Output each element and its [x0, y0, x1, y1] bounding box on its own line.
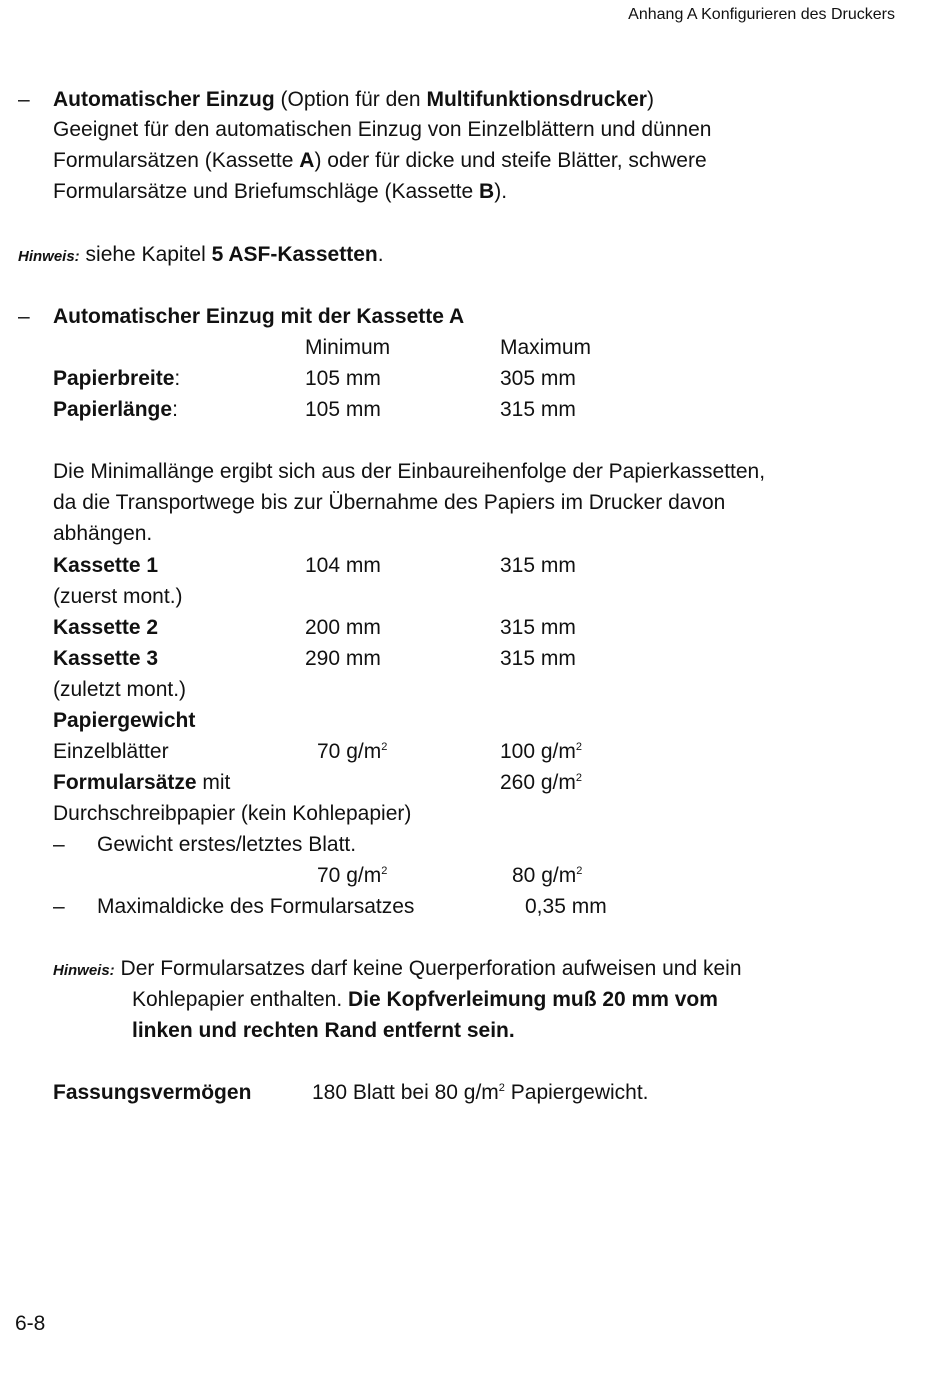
- section1-line3: [53, 181, 507, 202]
- col-max-header: Maximum: [500, 336, 592, 359]
- sub1-dash: –: [53, 833, 65, 856]
- capacity-value-b: Papiergewicht.: [504, 1081, 649, 1104]
- sub1-text: Gewicht erstes/letztes Blatt.: [97, 833, 357, 856]
- paper-width-max: 305 mm: [500, 367, 576, 390]
- paper-length-max: 315 mm: [500, 398, 576, 421]
- sub1-max-value: 80 g/m: [512, 864, 577, 887]
- section1-title-end: ): [646, 88, 654, 111]
- hint2-line3: linken und rechten Rand entfernt sein.: [132, 1019, 515, 1042]
- hint2-line2: [132, 989, 718, 1010]
- paper-weight-heading: Papiergewicht: [53, 709, 196, 732]
- paper-width-colon: :: [174, 367, 181, 390]
- sub1-max-sup: 2: [576, 865, 583, 877]
- capacity-value: [312, 1082, 649, 1103]
- capacity-value-a: 180 Blatt bei 80 g/m: [312, 1081, 499, 1104]
- section1-line3-b: B: [479, 180, 495, 203]
- running-header: Anhang A Konfigurieren des Druckers: [628, 6, 895, 23]
- paper-width-label-bold: Papierbreite: [53, 367, 175, 390]
- col-min-header: Minimum: [305, 336, 391, 359]
- paper-width-min: 105 mm: [305, 367, 381, 390]
- single-sheets-min-value: 70 g/m: [317, 740, 382, 763]
- section1-line1: Geeignet für den automatischen Einzug von Einzelblättern und dünnen: [53, 118, 712, 141]
- section1-line2: [53, 150, 707, 171]
- capacity-label: Fassungsvermögen: [53, 1081, 252, 1104]
- sub2-value: 0,35 mm: [525, 895, 607, 918]
- section1-title-bold2: Multifunktionsdrucker: [426, 88, 647, 111]
- form-sets-label-bold: Formularsätze: [53, 771, 197, 794]
- cassette1-min: 104 mm: [305, 554, 381, 577]
- hint2-label: Hinweis:: [53, 962, 115, 979]
- cassette3-min: 290 mm: [305, 647, 381, 670]
- sub1-max: [512, 865, 582, 886]
- section1-dash: –: [18, 88, 30, 111]
- hint2-line2-a: Kohlepapier enthalten.: [132, 988, 348, 1011]
- cassette3-note: (zuletzt mont.): [53, 678, 187, 701]
- section1-line3-a: Formularsätze und Briefumschläge (Kassette: [53, 180, 480, 203]
- sub2-text: Maximaldicke des Formularsatzes: [97, 895, 415, 918]
- paper-length-min: 105 mm: [305, 398, 381, 421]
- single-sheets-max-value: 100 g/m: [500, 740, 576, 763]
- cassette2-label: Kassette 2: [53, 616, 159, 639]
- paper-length-label: [53, 399, 178, 420]
- cassette1-note: (zuerst mont.): [53, 585, 183, 608]
- hint2-line1: [53, 958, 742, 979]
- section1-title-mid: (Option für den: [274, 88, 427, 111]
- sub1-min-value: 70 g/m: [317, 864, 382, 887]
- section1-line2-c: ) oder für dicke und steife Blätter, schwere: [314, 149, 707, 172]
- cassette2-max: 315 mm: [500, 616, 576, 639]
- capacity-sup: 2: [498, 1082, 505, 1094]
- hint1: [18, 244, 384, 265]
- hint1-text-a: siehe Kapitel: [79, 243, 212, 266]
- single-sheets-label: Einzelblätter: [53, 740, 169, 763]
- form-sets-label: [53, 772, 230, 793]
- min-length-para-2: da die Transportwege bis zur Übernahme des Papiers im Drucker davon: [53, 491, 726, 514]
- min-length-para-3: abhängen.: [53, 522, 153, 545]
- hint2-text1: Der Formularsatzes darf keine Querperforation aufweisen und kein: [114, 957, 742, 980]
- paper-length-colon: :: [172, 398, 178, 421]
- hint2-line2-b: Die Kopfverleimung muß 20 mm vom: [348, 988, 718, 1011]
- hint1-chapter-ref: 5 ASF-Kassetten: [211, 243, 378, 266]
- sub1-min: [317, 865, 387, 886]
- section2-title: Automatischer Einzug mit der Kassette A: [53, 305, 465, 328]
- sub2-dash: –: [53, 895, 65, 918]
- section2-dash: –: [18, 305, 30, 328]
- section1-line3-c: ).: [494, 180, 508, 203]
- cassette3-max: 315 mm: [500, 647, 576, 670]
- paper-width-label: [53, 368, 180, 389]
- cassette1-label: Kassette 1: [53, 554, 159, 577]
- min-length-para-1: Die Minimallänge ergibt sich aus der Einbaureihenfolge der Papierkassetten,: [53, 460, 766, 483]
- page-number: 6-8: [15, 1312, 46, 1335]
- section1-title: [53, 89, 654, 110]
- single-sheets-max: [500, 741, 582, 762]
- single-sheets-max-sup: 2: [575, 741, 583, 753]
- cassette3-label: Kassette 3: [53, 647, 159, 670]
- form-sets-max-value: 260 g/m: [500, 771, 576, 794]
- form-sets-line2: Durchschreibpapier (kein Kohlepapier): [53, 802, 412, 825]
- cassette1-max: 315 mm: [500, 554, 576, 577]
- form-sets-max-sup: 2: [575, 772, 583, 784]
- form-sets-label-rest: mit: [196, 771, 231, 794]
- single-sheets-min: [317, 741, 387, 762]
- cassette2-min: 200 mm: [305, 616, 381, 639]
- section1-line2-a: Formularsätzen (Kassette: [53, 149, 300, 172]
- section1-title-bold: Automatischer Einzug: [53, 88, 275, 111]
- section1-line2-b: A: [299, 149, 315, 172]
- sub1-min-sup: 2: [381, 865, 388, 877]
- hint1-text-c: .: [377, 243, 384, 266]
- paper-length-label-bold: Papierlänge: [53, 398, 173, 421]
- hint1-label: Hinweis:: [18, 248, 80, 265]
- single-sheets-min-sup: 2: [381, 741, 388, 753]
- form-sets-max: [500, 772, 582, 793]
